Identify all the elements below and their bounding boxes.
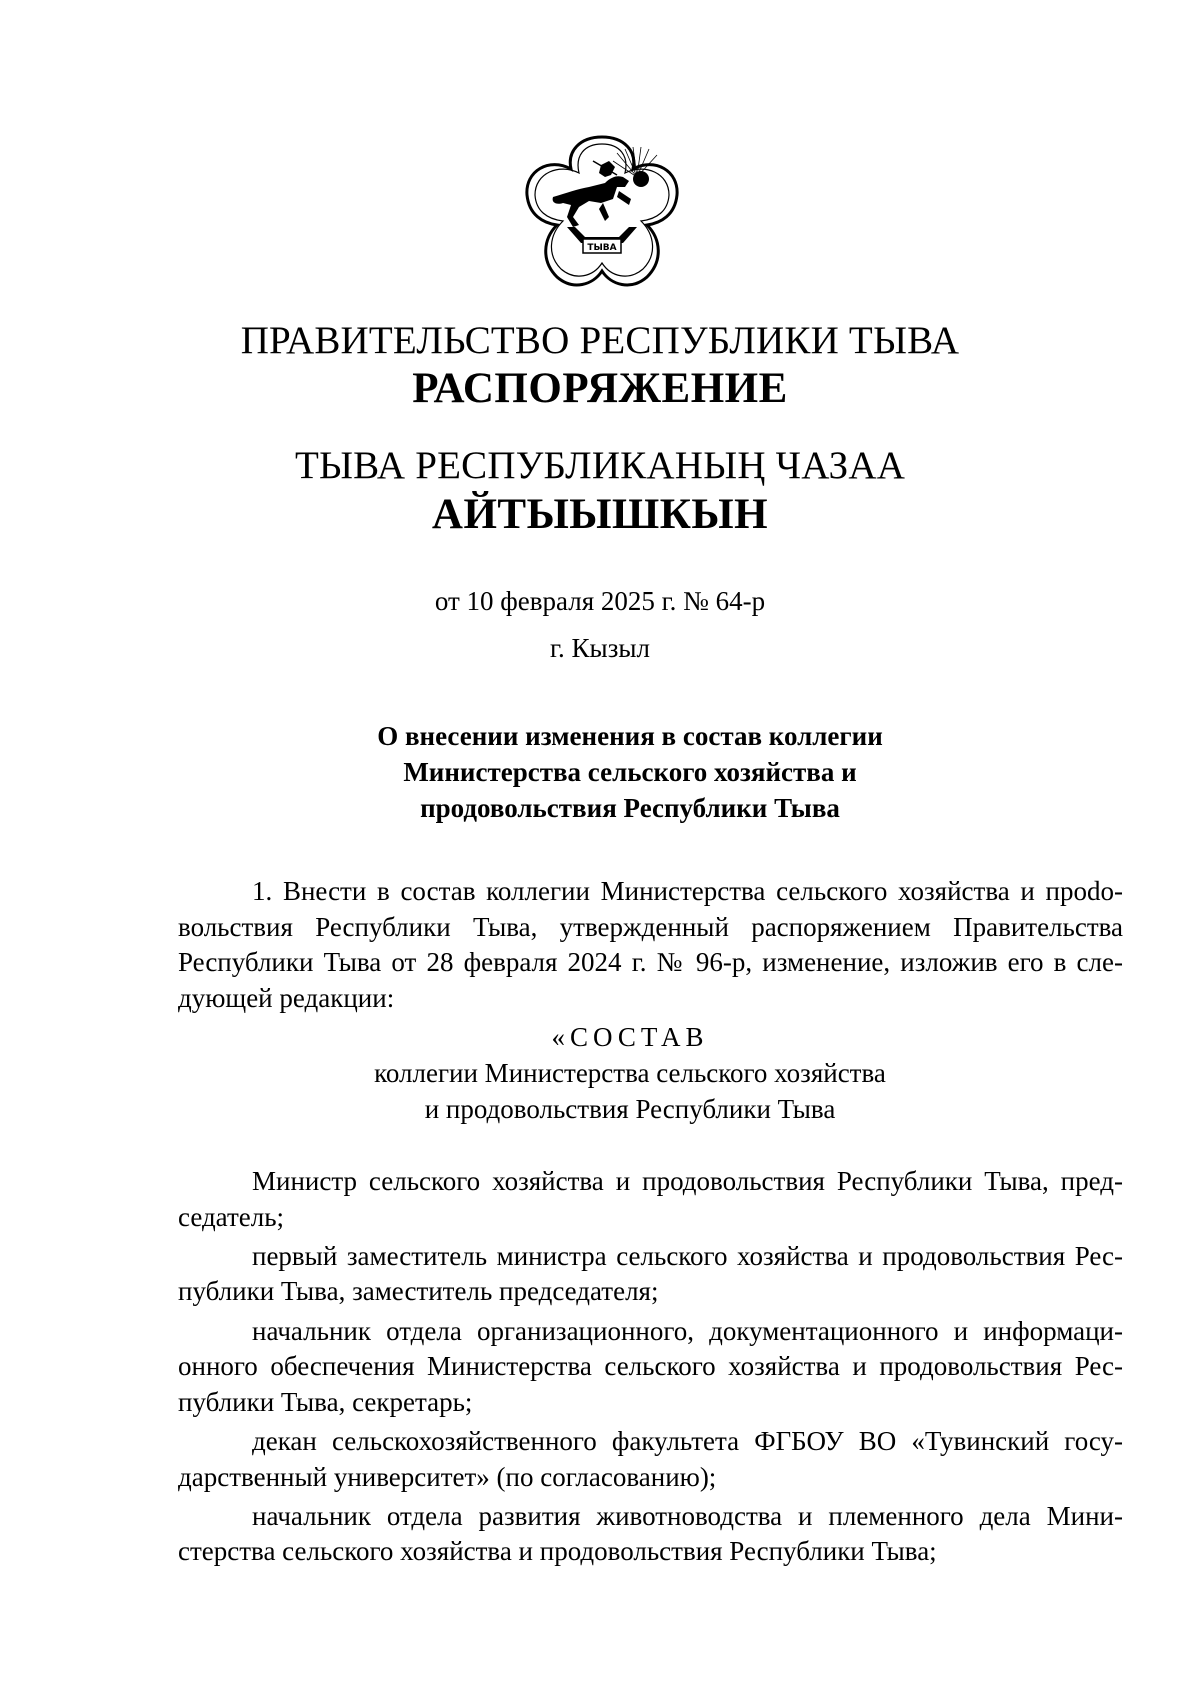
list-item: первый заместитель министра сельского хозяйства и продовольствия Республики Тыва, заместитель председателя; [178,1240,1123,1307]
government-name-tuvan: ТЫВА РЕСПУБЛИКАНЫҢ ЧАЗАА [294,444,906,487]
emblem-caption: ТЫВА [587,243,617,253]
list-item: Министр сельского хозяйства и продовольствия Республики Тыва, председатель; [178,1166,1123,1232]
document-type-russian: РАСПОРЯЖЕНИЕ [412,365,788,412]
composition-heading [300,1019,960,1127]
members-list [178,1164,1123,1574]
order-body [178,874,1123,1016]
subject-line: продовольствия Республики Тыва [420,793,840,823]
order-subject [300,718,960,826]
composition-subtitle-1: коллегии Министерства сельского хозяйства [374,1058,886,1088]
list-item: начальник отдела организационного, документационного и информационного обеспечения Министерства сельского хозяйства и продовольствия Республики Тыва, секретарь; [178,1315,1123,1417]
subject-line: О внесении изменения в состав коллегии [377,721,883,751]
tuva-coat-of-arms-emblem [519,131,685,291]
order-city: г. Кызыл [550,633,650,663]
composition-subtitle-2: и продовольствия Республики Тыва [424,1094,836,1124]
paragraph-1: 1. Внести в состав коллегии Министерства сельского хозяйства и проdовольствия Республики Тыва, утвержденный распоряжением Правительства Республики Тыва от 28 февраля 2024 г. № 96-р, изменение, изложив его в следующей редакции: [178,876,1123,1013]
subject-line: Министерства сельского хозяйства и [403,757,857,787]
government-name-russian: ПРАВИТЕЛЬСТВО РЕСПУБЛИКИ ТЫВА [240,319,960,362]
composition-title: «СОСТАВ [551,1022,709,1052]
document-type-tuvan: АЙТЫЫШКЫН [431,491,769,538]
order-date-number: от 10 февраля 2025 г. № 64-р [434,586,766,616]
list-item: декан сельскохозяйственного факультета ФГБОУ ВО «Тувинский государственный университет» (по согласованию); [178,1425,1123,1492]
list-item: начальник отдела развития животноводства и племенного дела Министерства сельского хозяйства и продовольствия Республики Тыва; [178,1500,1123,1567]
